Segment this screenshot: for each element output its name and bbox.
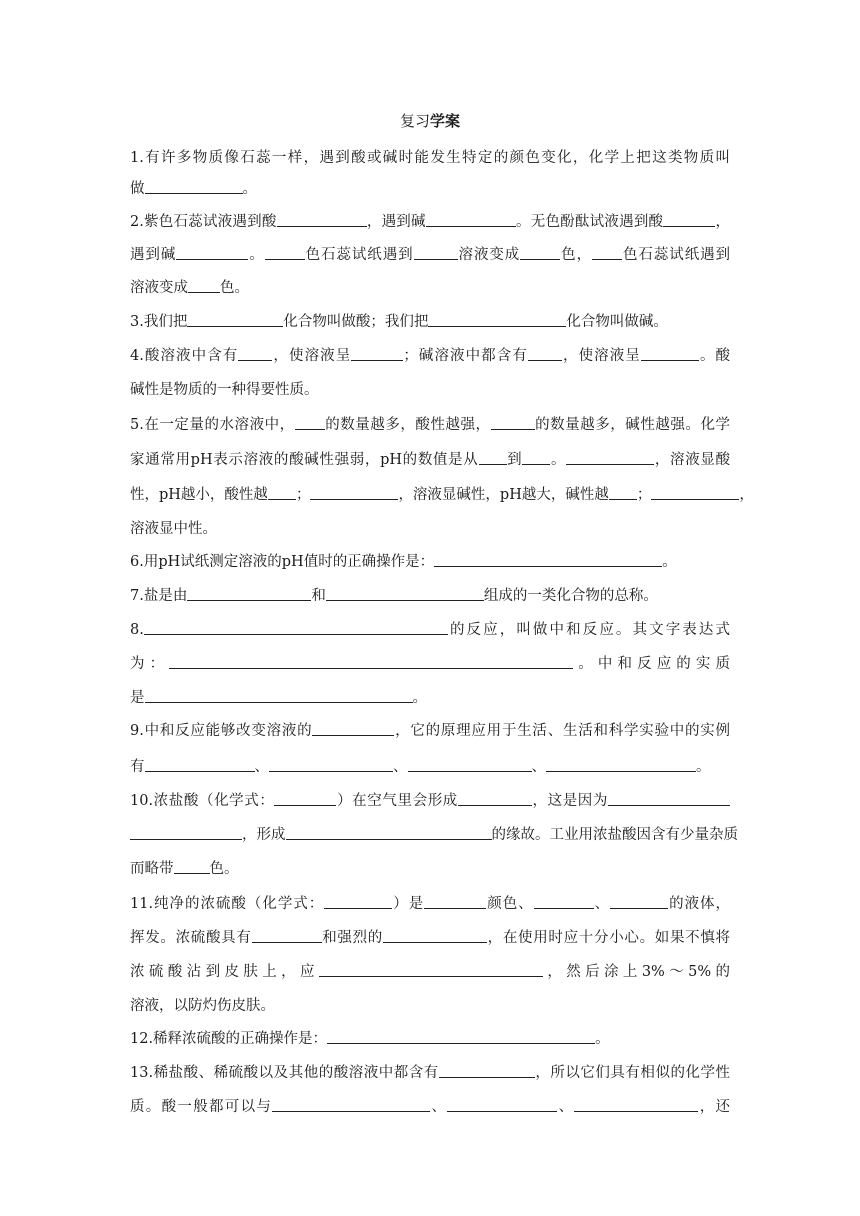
line-text: 。无色酚酞试液遇到酸 bbox=[515, 214, 664, 230]
fill-in-blank[interactable] bbox=[351, 345, 403, 361]
page-title bbox=[0, 111, 860, 131]
line-text: 的缘故。工业用浓盐酸因含有少量杂质 bbox=[491, 827, 738, 843]
fill-in-blank[interactable] bbox=[534, 893, 594, 909]
fill-in-blank[interactable] bbox=[238, 345, 272, 361]
line-text: 色。 bbox=[220, 280, 249, 296]
text-line bbox=[130, 585, 730, 607]
line-text: 而略带 bbox=[130, 861, 174, 877]
line-text: ， bbox=[715, 214, 731, 230]
fill-in-blank[interactable] bbox=[176, 244, 248, 260]
text-line bbox=[130, 790, 730, 812]
fill-in-blank[interactable] bbox=[169, 653, 573, 669]
fill-in-blank[interactable] bbox=[528, 345, 562, 361]
fill-in-blank[interactable] bbox=[651, 484, 739, 500]
text-line bbox=[130, 518, 730, 540]
fill-in-blank[interactable] bbox=[383, 927, 487, 943]
line-text: 13.稀盐酸、稀硫酸以及其他的酸溶液中都含有 bbox=[130, 1065, 439, 1081]
line-text: 。 bbox=[550, 452, 567, 468]
fill-in-blank[interactable] bbox=[491, 414, 535, 430]
fill-in-blank[interactable] bbox=[145, 756, 255, 772]
fill-in-blank[interactable] bbox=[608, 790, 730, 806]
line-text: 到 bbox=[506, 452, 523, 468]
line-text: 化合物叫做碱。 bbox=[566, 314, 668, 330]
line-text: 挥发。浓硫酸具有 bbox=[130, 930, 252, 946]
fill-in-blank[interactable] bbox=[610, 893, 668, 909]
text-line bbox=[130, 178, 730, 200]
fill-in-blank[interactable] bbox=[424, 893, 486, 909]
fill-in-blank[interactable] bbox=[479, 449, 507, 465]
line-text: ，使溶液呈 bbox=[272, 348, 352, 364]
text-line bbox=[130, 484, 754, 506]
line-text: 和 bbox=[311, 588, 326, 604]
line-text: 色石蕊试纸遇到 bbox=[304, 247, 414, 263]
fill-in-blank[interactable] bbox=[252, 927, 322, 943]
line-text: 、 bbox=[430, 1099, 448, 1115]
line-text: 溶液，以防灼伤皮肤。 bbox=[130, 998, 275, 1014]
line-text: 11.纯净的浓硫酸（化学式： bbox=[130, 896, 325, 912]
fill-in-blank[interactable] bbox=[566, 449, 654, 465]
line-text: 色。 bbox=[209, 861, 239, 877]
fill-in-blank[interactable] bbox=[641, 345, 699, 361]
line-text: ，它的原理应用于生活、生活和科学实验中的实例 bbox=[394, 723, 730, 739]
line-text: 溶液变成 bbox=[130, 280, 188, 296]
line-text: 4.酸溶液中含有 bbox=[130, 348, 239, 364]
fill-in-blank[interactable] bbox=[574, 1096, 698, 1112]
line-text: 的反应，叫做中和反应。其文字表达式 bbox=[447, 622, 730, 638]
fill-in-blank[interactable] bbox=[439, 1062, 535, 1078]
text-line bbox=[130, 961, 730, 983]
line-text: ， bbox=[739, 487, 754, 503]
line-text: 溶液变成 bbox=[457, 247, 521, 263]
text-line bbox=[130, 1028, 730, 1050]
fill-in-blank[interactable] bbox=[546, 756, 696, 772]
text-line bbox=[130, 619, 730, 641]
line-text: 浓硫酸沾到皮肤上，应 bbox=[130, 964, 319, 980]
text-line bbox=[130, 927, 730, 949]
line-text: 10.浓盐酸（化学式： bbox=[130, 793, 275, 809]
fill-in-blank[interactable] bbox=[520, 244, 560, 260]
line-text: ； bbox=[636, 487, 652, 503]
line-text: ，形成 bbox=[242, 827, 286, 843]
fill-in-blank[interactable] bbox=[312, 720, 394, 736]
line-text: 6.用pH试纸测定溶液的pH值时的正确操作是： bbox=[130, 554, 435, 570]
line-text: 化合物叫做酸；我们把 bbox=[283, 314, 429, 330]
line-text: 3.我们把 bbox=[130, 314, 188, 330]
text-line bbox=[130, 720, 730, 742]
fill-in-blank[interactable] bbox=[408, 756, 532, 772]
text-line bbox=[130, 277, 730, 299]
line-text: ，溶液显碱性，pH越大，碱性越 bbox=[398, 487, 609, 503]
fill-in-blank[interactable] bbox=[130, 824, 242, 840]
fill-in-blank[interactable] bbox=[324, 893, 392, 909]
text-line bbox=[130, 824, 738, 846]
line-text: 9.中和反应能够改变溶液的 bbox=[130, 723, 313, 739]
line-text: ）在空气里会形成 bbox=[336, 793, 458, 809]
line-text: 和强烈的 bbox=[321, 930, 383, 946]
fill-in-blank[interactable] bbox=[522, 449, 550, 465]
line-text: 、 bbox=[593, 896, 611, 912]
fill-in-blank[interactable] bbox=[592, 244, 622, 260]
fill-in-blank[interactable] bbox=[426, 211, 516, 227]
fill-in-blank[interactable] bbox=[144, 619, 448, 635]
line-text: ）是 bbox=[392, 896, 425, 912]
fill-in-blank[interactable] bbox=[272, 1096, 430, 1112]
line-text: 。 bbox=[662, 554, 677, 570]
fill-in-blank[interactable] bbox=[145, 178, 243, 194]
text-line bbox=[130, 379, 730, 401]
fill-in-blank[interactable] bbox=[269, 756, 393, 772]
text-line bbox=[130, 414, 730, 436]
text-line bbox=[130, 995, 730, 1017]
text-line bbox=[130, 551, 730, 573]
line-text: 。 bbox=[696, 759, 711, 775]
line-text: 色石蕊试纸遇到 bbox=[622, 247, 731, 263]
fill-in-blank[interactable] bbox=[265, 244, 305, 260]
line-text: ，还 bbox=[698, 1099, 731, 1115]
text-line bbox=[130, 211, 730, 233]
fill-in-blank[interactable] bbox=[609, 484, 637, 500]
text-line bbox=[130, 147, 730, 169]
line-text: 。 bbox=[242, 181, 257, 197]
fill-in-blank[interactable] bbox=[268, 484, 296, 500]
line-text: 的液体， bbox=[668, 896, 731, 912]
line-text: 是 bbox=[130, 690, 145, 706]
line-text: 溶液显中性。 bbox=[130, 521, 217, 537]
fill-in-blank[interactable] bbox=[187, 585, 311, 601]
fill-in-blank[interactable] bbox=[187, 311, 283, 327]
line-text: 的数量越多，酸性越强， bbox=[324, 417, 491, 433]
line-text: ；碱溶液中都含有 bbox=[403, 348, 528, 364]
line-text: 家通常用pH表示溶液的酸碱性强弱，pH的数值是从 bbox=[130, 452, 479, 468]
fill-in-blank[interactable] bbox=[434, 551, 662, 567]
text-line bbox=[130, 345, 730, 367]
line-text: 质。酸一般都可以与 bbox=[130, 1099, 273, 1115]
fill-in-blank[interactable] bbox=[188, 277, 220, 293]
fill-in-blank[interactable] bbox=[274, 790, 336, 806]
line-text: ，溶液显酸 bbox=[654, 452, 731, 468]
line-text: 、 bbox=[393, 759, 408, 775]
line-text: ； bbox=[295, 487, 311, 503]
line-text: 有 bbox=[130, 759, 145, 775]
line-text: 、 bbox=[254, 759, 269, 775]
line-text: 碱性是物质的一种得要性质。 bbox=[130, 382, 319, 398]
fill-in-blank[interactable] bbox=[319, 961, 543, 977]
fill-in-blank[interactable] bbox=[414, 244, 458, 260]
title-bold: 学案 bbox=[430, 112, 461, 130]
line-text: 色， bbox=[560, 247, 593, 263]
line-text: ，在使用时应十分小心。如果不慎将 bbox=[486, 930, 731, 946]
text-line bbox=[130, 858, 730, 880]
line-text: 为： bbox=[130, 656, 170, 672]
text-line bbox=[130, 449, 730, 471]
text-line bbox=[130, 244, 730, 266]
line-text: 5.在一定量的水溶液中， bbox=[130, 417, 295, 433]
fill-in-blank[interactable] bbox=[174, 858, 210, 874]
fill-in-blank[interactable] bbox=[447, 1096, 557, 1112]
fill-in-blank[interactable] bbox=[277, 211, 367, 227]
line-text: 。 bbox=[595, 1031, 610, 1047]
line-text: 组成的一类化合物的总称。 bbox=[483, 588, 658, 604]
fill-in-blank[interactable] bbox=[428, 311, 566, 327]
line-text: 8. bbox=[130, 622, 144, 638]
line-text: ，然后涂上3%～5%的 bbox=[542, 964, 731, 980]
fill-in-blank[interactable] bbox=[286, 824, 492, 840]
fill-in-blank[interactable] bbox=[326, 585, 484, 601]
line-text: 。酸 bbox=[698, 348, 731, 364]
text-line bbox=[130, 311, 730, 333]
line-text: 的数量越多，碱性越强。化学 bbox=[534, 417, 730, 433]
line-text: 颜色、 bbox=[486, 896, 534, 912]
title-normal: 复习 bbox=[399, 112, 430, 130]
fill-in-blank[interactable] bbox=[295, 414, 325, 430]
text-line bbox=[130, 687, 730, 709]
fill-in-blank[interactable] bbox=[327, 1028, 595, 1044]
line-text: ，所以它们具有相似的化学性 bbox=[534, 1065, 730, 1081]
line-text: 遇到碱 bbox=[130, 247, 177, 263]
fill-in-blank[interactable] bbox=[663, 211, 715, 227]
line-text: 、 bbox=[531, 759, 546, 775]
text-line bbox=[130, 756, 730, 778]
fill-in-blank[interactable] bbox=[458, 790, 532, 806]
line-text: ，这是因为 bbox=[531, 793, 609, 809]
line-text: 。 bbox=[412, 690, 427, 706]
line-text: 。中和反应的实质 bbox=[573, 656, 731, 672]
text-line bbox=[130, 1062, 730, 1084]
fill-in-blank[interactable] bbox=[145, 687, 413, 703]
line-text: ，遇到碱 bbox=[366, 214, 426, 230]
line-text: 12.稀释浓硫酸的正确操作是： bbox=[130, 1031, 328, 1047]
line-text: 7.盐是由 bbox=[130, 588, 188, 604]
line-text: 、 bbox=[557, 1099, 575, 1115]
line-text: ，使溶液呈 bbox=[561, 348, 641, 364]
text-line bbox=[130, 1096, 730, 1118]
line-text: 2.紫色石蕊试液遇到酸 bbox=[130, 214, 277, 230]
line-text: 性，pH越小，酸性越 bbox=[130, 487, 268, 503]
text-line bbox=[130, 893, 730, 915]
text-line bbox=[130, 653, 730, 675]
fill-in-blank[interactable] bbox=[310, 484, 398, 500]
line-text: 1.有许多物质像石蕊一样，遇到酸或碱时能发生特定的颜色变化，化学上把这类物质叫 bbox=[130, 150, 730, 166]
line-text: 做 bbox=[130, 181, 145, 197]
line-text: 。 bbox=[248, 247, 265, 263]
